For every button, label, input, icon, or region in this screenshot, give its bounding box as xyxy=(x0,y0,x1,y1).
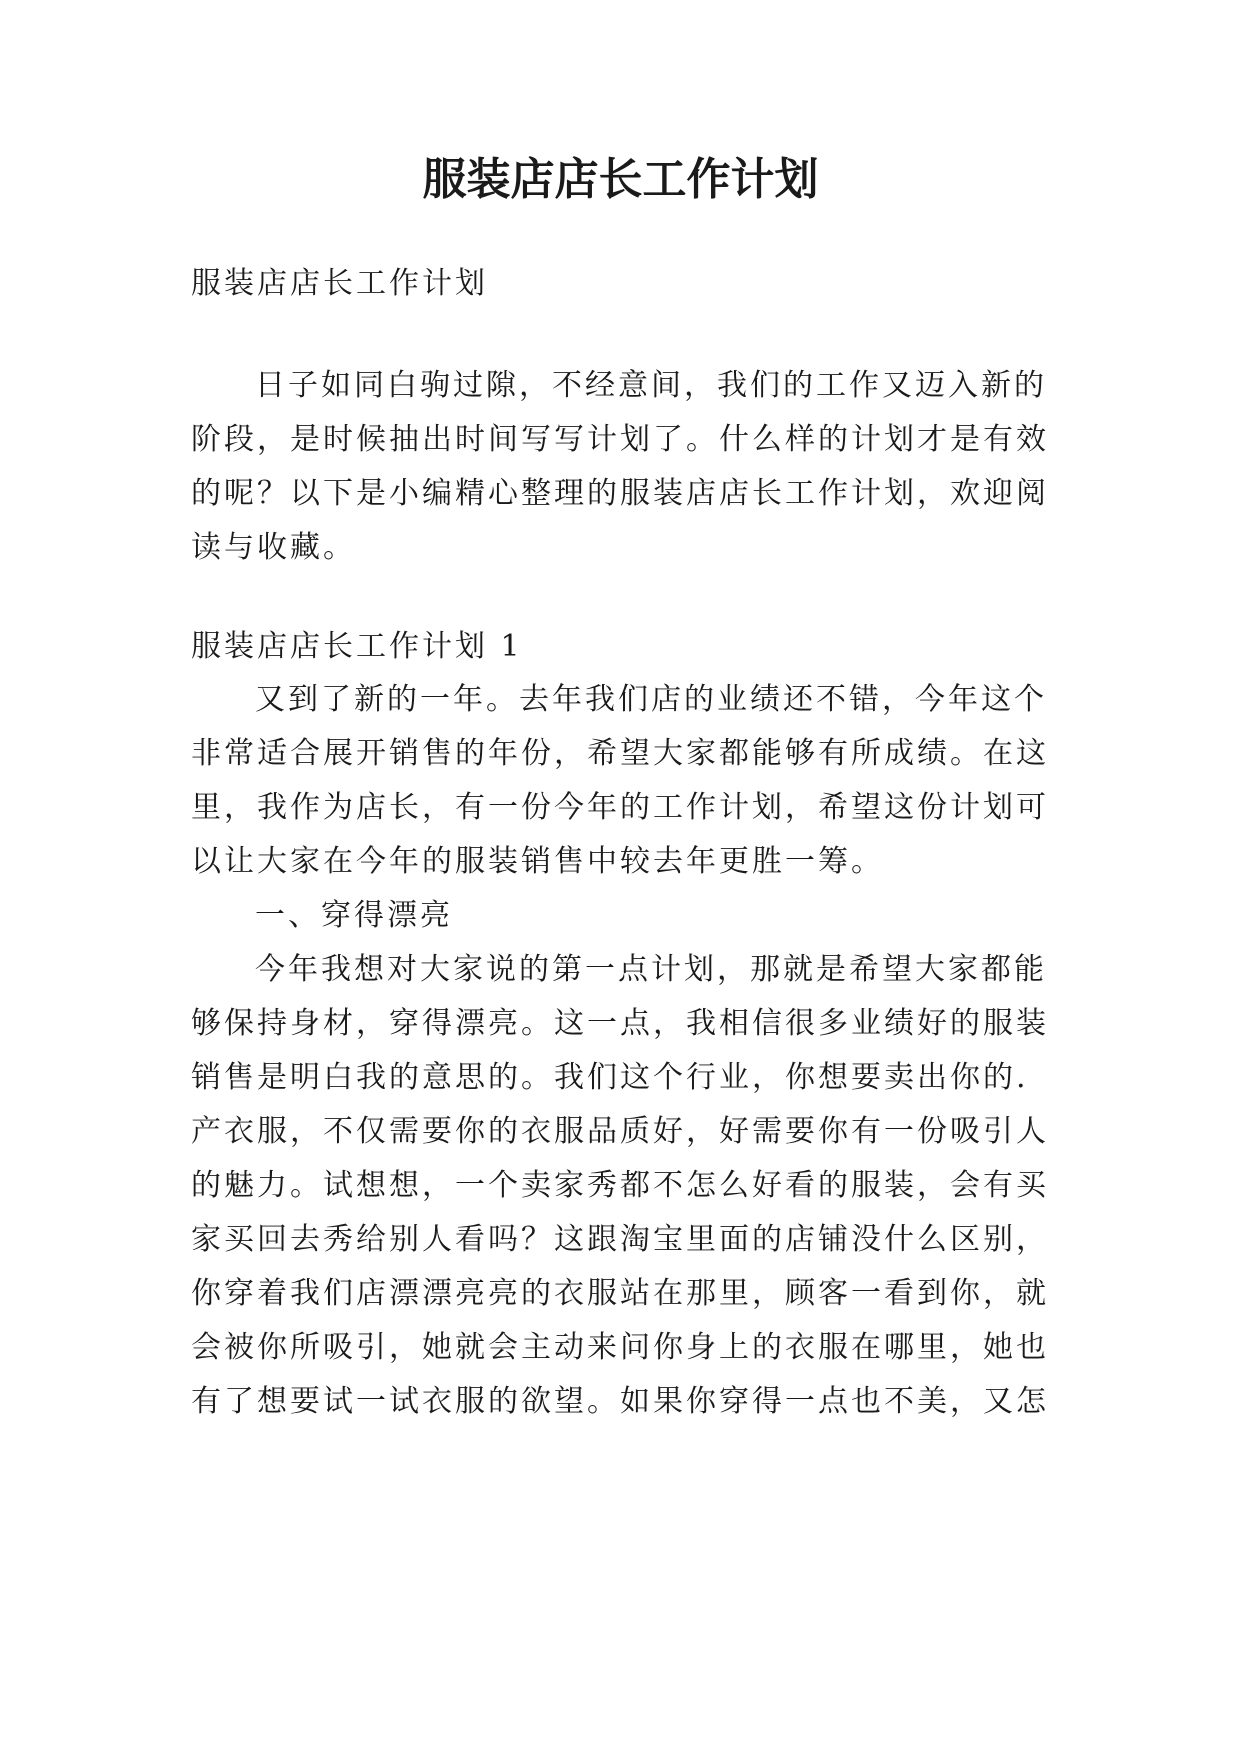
paragraph-line: 家买回去秀给别人看吗？这跟淘宝里面的店铺没什么区别， xyxy=(191,1222,1049,1257)
paragraph-line: 以让大家在今年的服装销售中较去年更胜一筹。 xyxy=(191,844,884,879)
paragraph-line: 又到了新的一年。去年我们店的业绩还不错，今年这个 xyxy=(255,682,1047,717)
document-title: 服装店店长工作计划 xyxy=(422,154,819,205)
intro-line: 的呢？以下是小编精心整理的服装店店长工作计划，欢迎阅 xyxy=(191,476,1049,511)
paragraph-line: 会被你所吸引，她就会主动来问你身上的衣服在哪里，她也 xyxy=(191,1330,1049,1365)
paragraph-line: 销售是明白我的意思的。我们这个行业，你想要卖出你的. xyxy=(191,1060,1029,1095)
paragraph-line: 今年我想对大家说的第一点计划，那就是希望大家都能 xyxy=(255,952,1047,987)
point-heading: 一、穿得漂亮 xyxy=(255,898,453,933)
paragraph-line: 产衣服，不仅需要你的衣服品质好，好需要你有一份吸引人 xyxy=(191,1114,1049,1149)
intro-line: 阶段，是时候抽出时间写写计划了。什么样的计划才是有效 xyxy=(191,422,1049,457)
document-subtitle: 服装店店长工作计划 xyxy=(191,266,488,301)
paragraph-line: 的魅力。试想想，一个卖家秀都不怎么好看的服装，会有买 xyxy=(191,1168,1049,1203)
section-heading: 服装店店长工作计划 1 xyxy=(191,629,523,664)
paragraph-line: 你穿着我们店漂漂亮亮的衣服站在那里，顾客一看到你，就 xyxy=(191,1276,1049,1311)
paragraph-line: 有了想要试一试衣服的欲望。如果你穿得一点也不美，又怎 xyxy=(191,1384,1049,1419)
paragraph-line: 够保持身材，穿得漂亮。这一点，我相信很多业绩好的服装 xyxy=(191,1006,1049,1041)
intro-line: 日子如同白驹过隙，不经意间，我们的工作又迈入新的 xyxy=(255,368,1047,403)
paragraph-line: 里，我作为店长，有一份今年的工作计划，希望这份计划可 xyxy=(191,790,1049,825)
paragraph-line: 非常适合展开销售的年份，希望大家都能够有所成绩。在这 xyxy=(191,736,1049,771)
intro-line: 读与收藏。 xyxy=(191,530,356,565)
